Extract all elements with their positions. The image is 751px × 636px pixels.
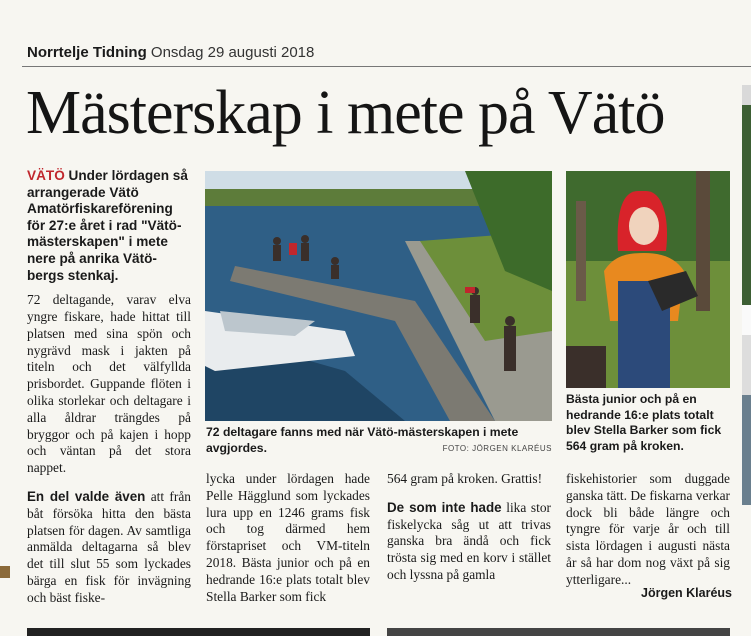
- col3-paragraph-2: [387, 500, 551, 584]
- photo-pier-caption-text: 72 deltagare fanns med när Vätö-mästerskapen i mete avgjordes.: [206, 425, 519, 455]
- photo-junior: [566, 171, 730, 388]
- issue-date: Onsdag 29 augusti 2018: [150, 44, 315, 61]
- ingress: [27, 168, 191, 284]
- col3-paragraph-2-lead: De som inte hade: [387, 499, 502, 515]
- column-2: lycka under lördagen hade Pelle Hägglund som lyckades lura upp en 1246 grams fisk och tog därmed hem förstapriset och VM-titeln 2018. Bästa junior och på en hedrande 16:e plats totalt blev Stella Barker som fick: [206, 471, 370, 604]
- adjacent-page-edge: [742, 85, 751, 636]
- column-4: fiskehistorier som duggade ganska tätt. De fiskarna verkar dock bli både längre och tyngre för varje år och till sista lördagen i augusti nästa år så har dom nog växt på sig ytterligare...: [566, 471, 730, 587]
- next-story-strip-right: [387, 628, 730, 636]
- column-3: [387, 471, 551, 584]
- photo-pier-caption: [206, 425, 552, 456]
- paragraph-2-lead: En del valde även: [27, 488, 146, 504]
- pier-illustration: [205, 171, 552, 421]
- page-marker: [0, 566, 10, 578]
- paragraph-1: 72 deltagande, varav elva yngre fiskare, hade hittat till platsen med sina spön och nygrävd mask i jakten på titeln och det välfyllda prisbordet. Guppande flöten i olika storlekar och deltagare i alla åldrar trängdes på bryggor och på kajen i hopp och väntan på det stora nappet.: [27, 292, 191, 476]
- ingress-text: Under lördagen så arrangerade Vätö Amatörfiskareförening för 27:e året i rad "Vätö-mästerskapen" i mete nere på anrika Vätö-bergs stenkaj.: [27, 168, 188, 283]
- col3-paragraph-1: 564 gram på kroken. Grattis!: [387, 471, 543, 486]
- column-1: [27, 168, 191, 607]
- paragraph-2-text: att från båt försöka hitta den bästa platsen för dagen. Av samtliga anmälda deltagarna så blev det till slut 55 som lyckades bärga en fisk för invägning och bäst fiske-: [27, 488, 191, 605]
- next-story-strip-left: [27, 628, 370, 636]
- masthead-rule: [22, 66, 751, 67]
- headline: Mästerskap i mete på Vätö: [26, 79, 665, 147]
- col3-paragraph-2-text: lika stor fiskelycka såg ut att trivas ganska bra ändå och fick trösta sig med en korv i stället och lyssna på gamla: [387, 499, 551, 582]
- junior-illustration: [566, 171, 730, 388]
- paper-name: Norrtelje Tidning: [27, 44, 147, 61]
- photo-junior-caption: Bästa junior och på en hedrande 16:e plats totalt blev Stella Barker som fick 564 gram på kroken.: [566, 392, 722, 453]
- byline-signature: Jörgen Klaréus: [641, 586, 733, 600]
- placename: VÄTÖ: [27, 168, 65, 183]
- paragraph-2: [27, 489, 191, 607]
- masthead: [27, 44, 314, 61]
- photo-credit: FOTO: JÖRGEN KLARÉUS: [442, 443, 552, 453]
- photo-pier: [205, 171, 552, 421]
